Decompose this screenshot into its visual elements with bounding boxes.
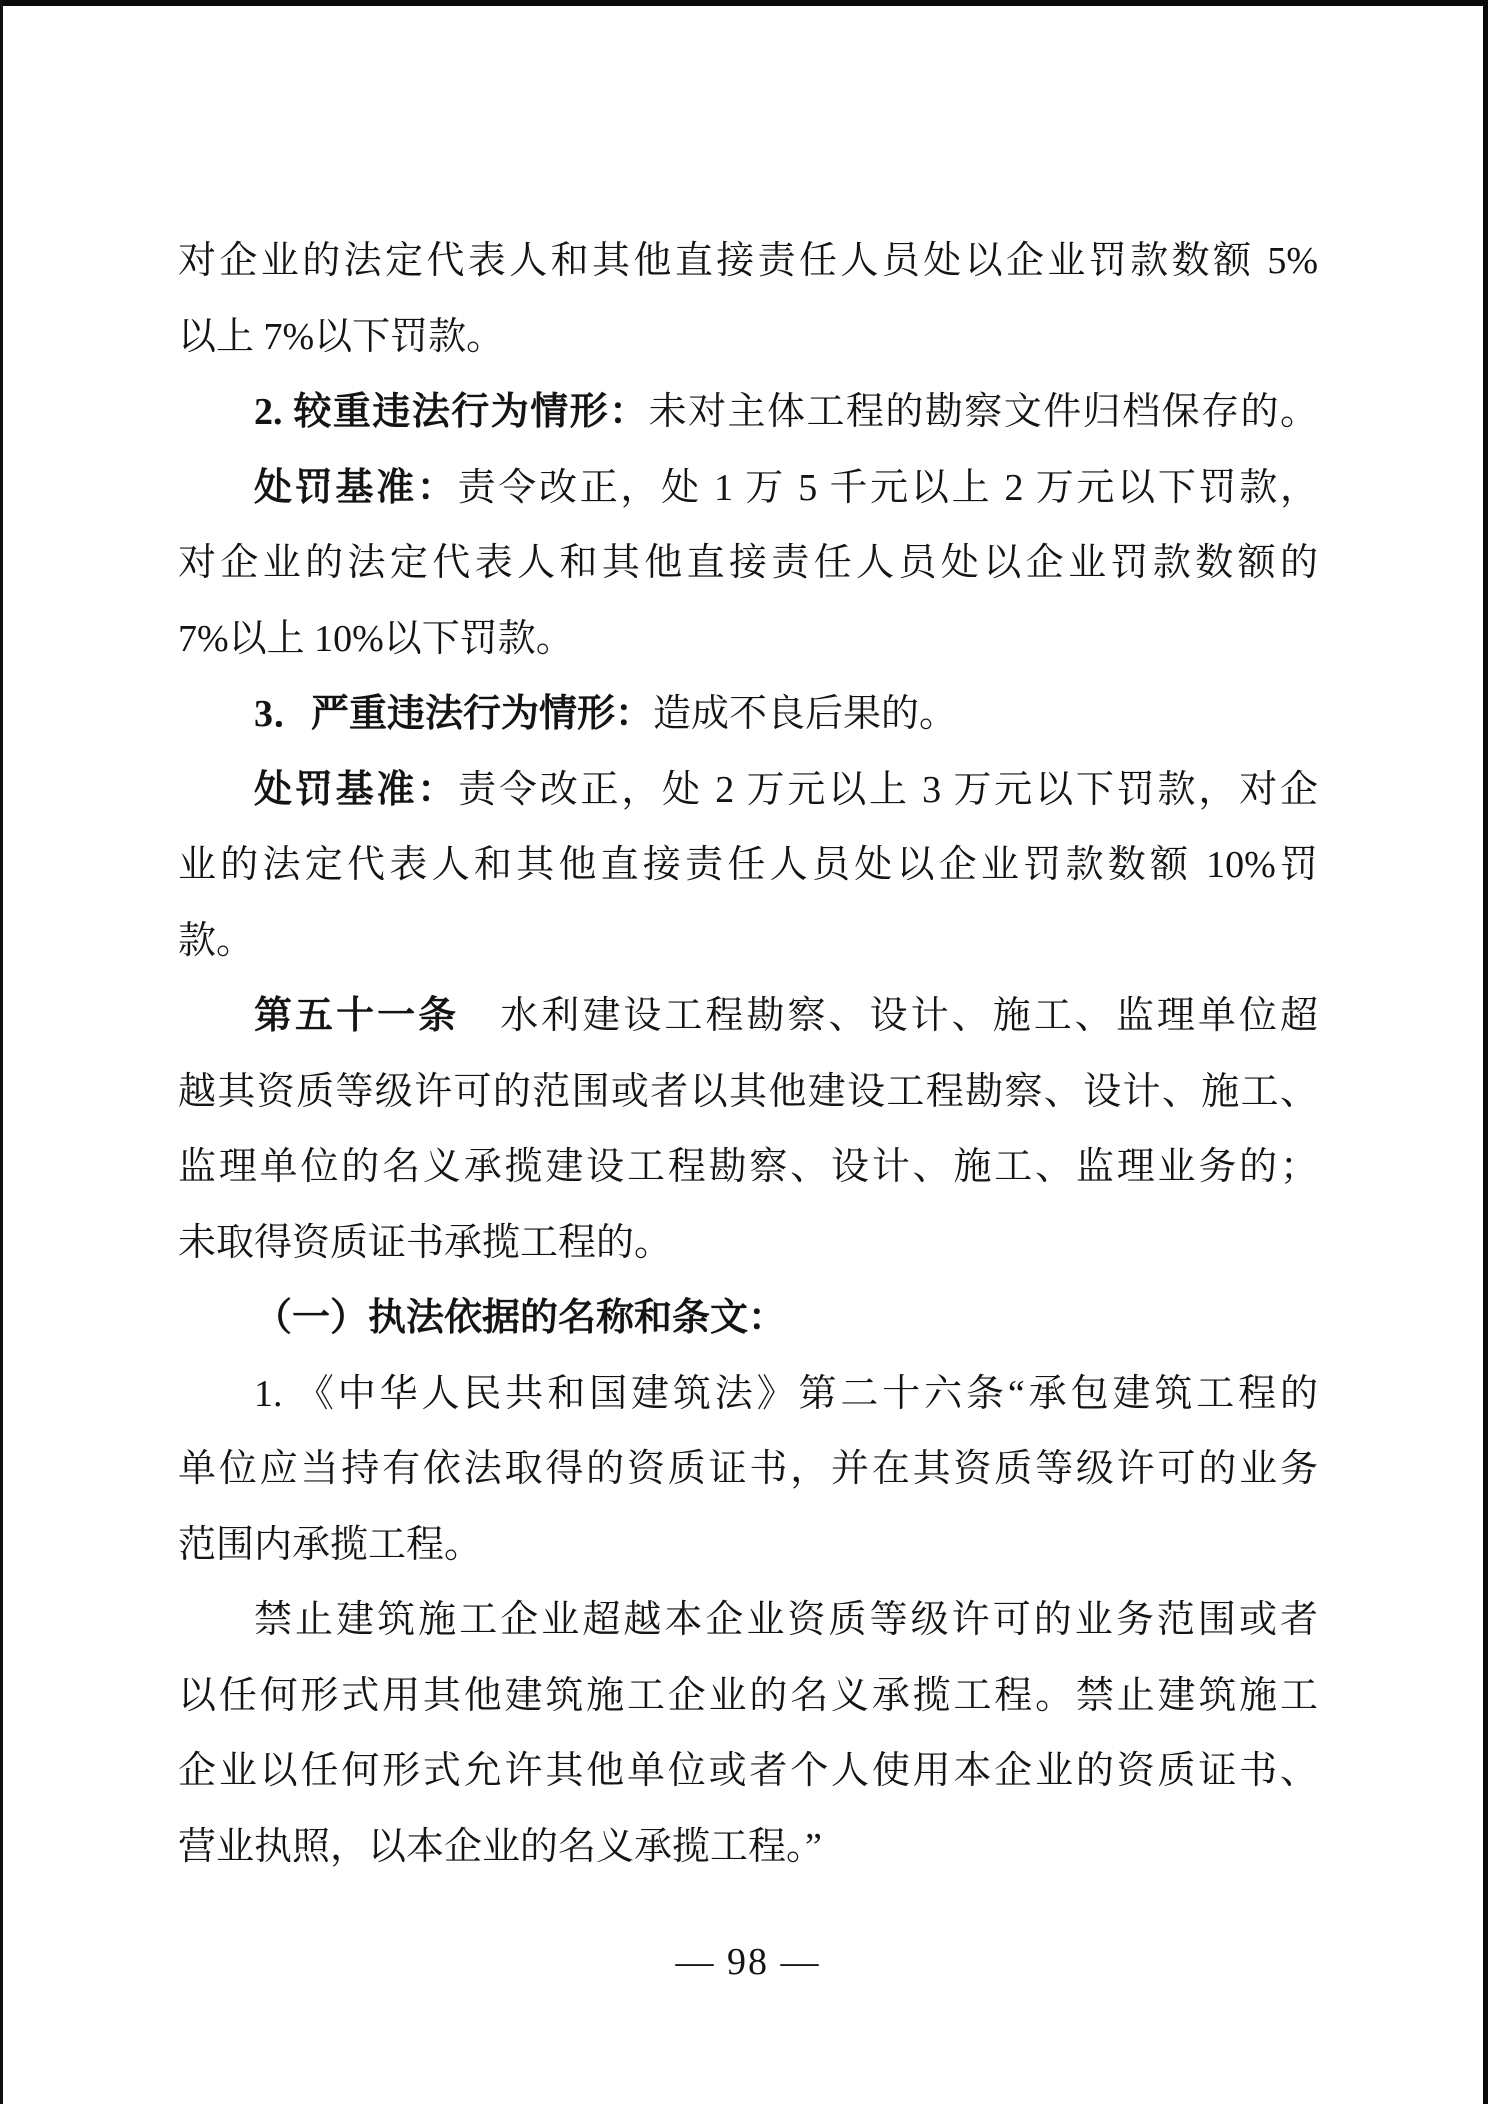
text-line bbox=[178, 224, 1318, 300]
bold-run: （一）执法依据的名称和条文： bbox=[254, 1297, 787, 1339]
bold-run: 处罚基准： bbox=[254, 466, 458, 509]
text-line bbox=[178, 1130, 1318, 1206]
bold-run: 3．严重违法行为情形： bbox=[254, 693, 654, 735]
text-run: 责令改正，处 1 万 5 千元以上 2 万元以下罚款， bbox=[457, 466, 1318, 509]
text-run: 单位应当持有依法取得的资质证书，并在其资质等级许可的业务 bbox=[178, 1448, 1318, 1490]
text-line bbox=[178, 1583, 1318, 1659]
text-run: 未对主体工程的勘察文件归档保存的。 bbox=[648, 391, 1318, 433]
text-run: 业的法定代表人和其他直接责任人员处以企业罚款数额 10%罚 bbox=[178, 844, 1318, 886]
text-run: 越其资质等级许可的范围或者以其他建设工程勘察、设计、施工、 bbox=[178, 1070, 1318, 1113]
text-line bbox=[178, 1357, 1318, 1433]
text-line bbox=[178, 904, 1318, 980]
text-line bbox=[178, 602, 1318, 678]
scan-border-right bbox=[1483, 0, 1488, 2104]
text-line bbox=[178, 1810, 1318, 1886]
text-run: 营业执照，以本企业的名义承揽工程。” bbox=[178, 1825, 822, 1868]
text-run: 对企业的法定代表人和其他直接责任人员处以企业罚款数额 5% bbox=[178, 240, 1318, 282]
text-run: 造成不良后果的。 bbox=[653, 693, 958, 735]
text-run: 范围内承揽工程。 bbox=[178, 1523, 483, 1566]
text-run: 禁止建筑施工企业超越本企业资质等级许可的业务范围或者 bbox=[254, 1599, 1318, 1641]
text-line bbox=[178, 1734, 1318, 1810]
text-line bbox=[178, 753, 1318, 829]
text-run: 对企业的法定代表人和其他直接责任人员处以企业罚款数额的 bbox=[178, 542, 1318, 584]
text-line bbox=[178, 979, 1318, 1055]
text-line bbox=[178, 828, 1318, 904]
bold-run: 2. 较重违法行为情形： bbox=[254, 391, 649, 433]
text-line bbox=[178, 375, 1318, 451]
bold-run: 第五十一条 bbox=[254, 995, 460, 1037]
text-line bbox=[178, 451, 1318, 527]
text-run: 以任何形式用其他建筑施工企业的名义承揽工程。禁止建筑施工 bbox=[178, 1674, 1318, 1717]
page-number: — 98 — bbox=[675, 1941, 821, 1983]
text-run: 监理单位的名义承揽建设工程勘察、设计、施工、监理业务的； bbox=[178, 1146, 1318, 1188]
text-line bbox=[178, 1206, 1318, 1282]
text-line bbox=[178, 300, 1318, 376]
text-run: 以上 7%以下罚款。 bbox=[178, 315, 505, 358]
text-run: 1. 《中华人民共和国建筑法》第二十六条“承包建筑工程的 bbox=[254, 1372, 1318, 1415]
text-run: 责令改正，处 2 万元以上 3 万元以下罚款，对企 bbox=[458, 768, 1318, 811]
document-body bbox=[178, 224, 1318, 1885]
text-line bbox=[178, 1508, 1318, 1584]
bold-run: 处罚基准： bbox=[254, 768, 459, 811]
text-line bbox=[178, 1659, 1318, 1735]
text-line bbox=[178, 1281, 1318, 1357]
scan-border-top bbox=[0, 0, 1488, 6]
text-line bbox=[178, 1432, 1318, 1508]
text-run: 未取得资质证书承揽工程的。 bbox=[178, 1221, 673, 1264]
text-run: 水利建设工程勘察、设计、施工、监理单位超 bbox=[459, 995, 1318, 1037]
scan-border-left bbox=[0, 0, 3, 2104]
text-line bbox=[178, 677, 1318, 753]
text-line bbox=[178, 526, 1318, 602]
text-run: 7%以上 10%以下罚款。 bbox=[178, 617, 574, 660]
text-line bbox=[178, 1055, 1318, 1131]
text-run: 企业以任何形式允许其他单位或者个人使用本企业的资质证书、 bbox=[178, 1750, 1318, 1792]
text-run: 款。 bbox=[178, 919, 255, 962]
